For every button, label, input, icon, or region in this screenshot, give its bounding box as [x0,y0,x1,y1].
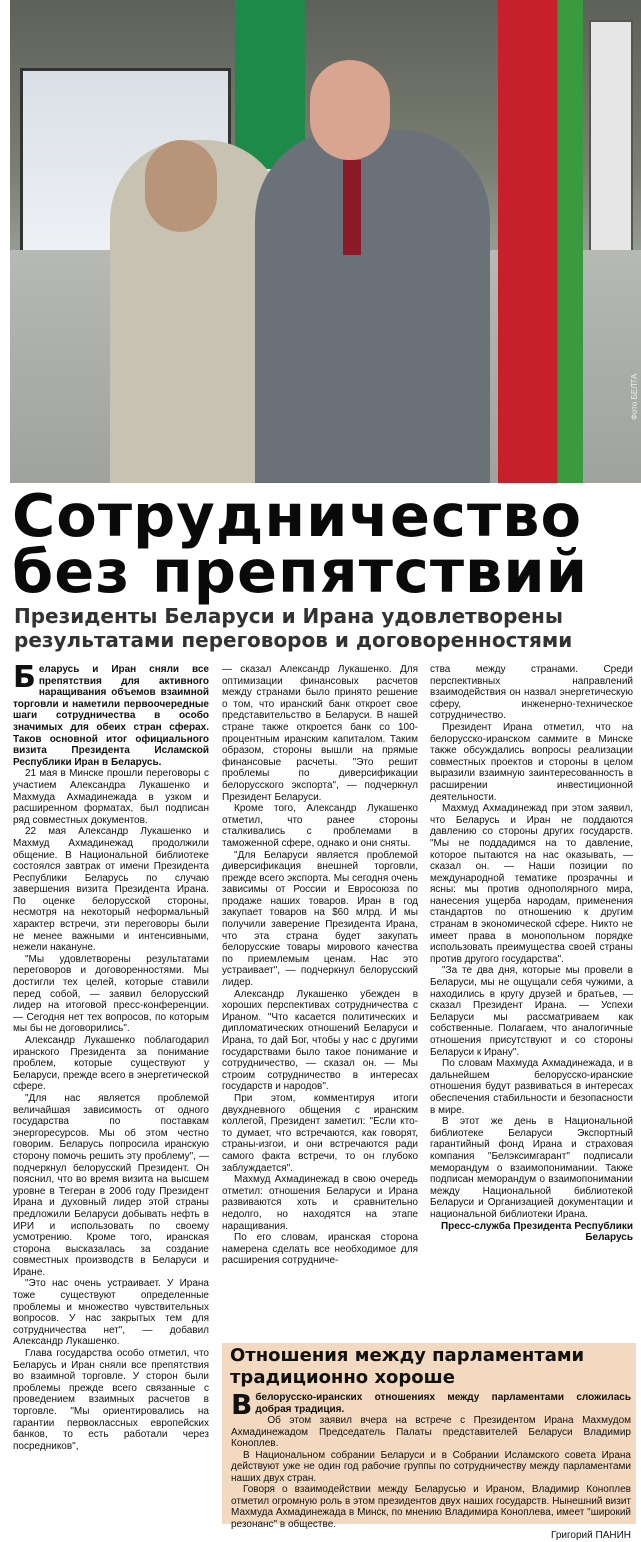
lead-text: еларусь и Иран сняли все препятствия для активного наращивания объемов взаимной торговли и наметили первоочередные шаги сотрудничества в особо значимых для обеих стран сферах. Таков основной итог официального визита Президента Исламской Республики Иран в Беларусь. [13,664,209,768]
paragraph: Александр Лукашенко убежден в хороших перспективах сотрудничества с Ираном. "Что касается политических и дипломатических отношений Беларуси и Ирана, то дай Бог, чтобы у нас с другими государствами было такое понимание и сотрудничество, — сказал он. — Мы строим сотрудничество в интересах государств и народов". [222,988,418,1093]
paragraph: По словам Махмуда Ахмадинежада, и в дальнейшем белорусско-иранские отношения будут развиваться в интересах обеспечения стабильности и безопасности в мире. [430,1058,633,1116]
person-right-head [310,60,390,160]
paragraph: ства между странами. Среди перспективных направлений взаимодействия он назвал энергетическую сферу, инженерно-техническое сотрудничество. [430,664,633,722]
article-column-2 [222,664,418,1267]
news-photo [10,0,641,483]
paragraph: "Для нас является проблемой величайшая зависимость от одного государства по поставкам энергоресурсов. Мы об этом честно говорим. Беларусь попросила иранскую сторону помочь решить эту проблему", — подчеркнул белорусский Президент. Он пояснил, что во время визита на высшем уровне в Тегеран в 2006 году Президент Ирана и духовный лидер этой страны предложили Беларуси добывать нефть в ИРИ и использовать по своему усмотрению. Кроме того, иранская сторона высказалась за создание совместных производств в Беларуси и Иране. [13,1092,209,1278]
sidebar-author: Григорий ПАНИН [551,1530,631,1541]
paragraph: "Для Беларуси является проблемой диверсификация внешней торговли, прежде всего экспорта. Мы сегодня очень зависимы от России и Евросоюза по продаже наших товаров. Иран в год закупает товаров на $60 млрд. И мы получили заверение Президента Ирана, что эта страна будет закупать белорусские товары мирового качества по приемлемым ценам. Нас это устраивает", — подчеркнул белорусский лидер. [222,849,418,989]
sidebar-dropcap: В [231,1388,253,1421]
paragraph: 21 мая в Минске прошли переговоры с участием Александра Лукашенко и Махмуда Ахмадинежада в узком и расширенном форматах, был подписан ряд совместных документов. [13,768,209,826]
article-subheadline: Президенты Беларуси и Ирана удовлетворены результатами переговоров и договоренностями [14,604,573,652]
person-right [255,130,490,483]
article-headline [12,481,637,606]
article-signature: Пресс-служба Президента Республики Беларусь [440,1220,633,1244]
sidebar-paragraph: Об этом заявил вчера на встрече с Президентом Ирана Махмудом Ахмадинежадом Председатель Палаты представителей Беларуси Владимир Коноплев. [231,1415,631,1449]
paragraph: Махмуд Ахмадинежад в свою очередь отметил: отношения Беларуси и Ирана развиваются хоть и сравнительно недолго, но находятся на этапе наращивания. [222,1174,418,1232]
photo-credit: Фото БЕЛТА [630,373,639,420]
paragraph: "Это нас очень устраивает. У Ирана тоже существуют определенные проблемы и множество чувствительных вопросов. У нас закрытых тем для сотрудничества нет", — добавил Александр Лукашенко. [13,1278,209,1348]
paragraph: Махмуд Ахмадинежад при этом заявил, что Беларусь и Иран не поддаются давлению со стороны других государств. "Мы не поддадимся на то давление, которое пытаются на нас оказывать, — сказал он. — Наши позиции по международной тематике прозрачны и ясны: мы против однополярного мира, нанесения ущерба народам, применения стандартов по отношению к другим странам в экономической сфере. Никто не имеет права в монопольном порядке использовать преимущества своей страны против другого государства". [430,803,633,965]
headline-line-1: Сотрудничество [12,481,583,550]
sidebar-box [222,1343,636,1541]
paragraph: "За те два дня, которые мы провели в Беларуси, мы не ощущали себя чужими, а находились в кругу друзей и братьев, — сказал Президент Ирана. — Успехи Беларуси мы рассматриваем как собственные. Полагаем, что аналогичные отношения присутствуют и со стороны Беларуси к Ирану". [430,965,633,1058]
lead-dropcap: Б [13,660,36,695]
paragraph: Президент Ирана отметил, что на белорусско-иранском саммите в Минске также обсуждались вопросы реализации совместных проектов и стороны в целом выразили взаимную заинтересованность в расширении инвестиционной деятельности. [430,721,633,803]
person-left-head [145,140,217,232]
paragraph: В этот же день в Национальной библиотеке Беларуси Экспортный гарантийный фонд Ирана и страховая компания "Белэксимгарант" подписали меморандум о взаимопонимании. Также подписан меморандум о взаимопонимании между Национальной библиотекой Беларуси и Организацией документации и национальной библиотеки Ирана. [430,1116,633,1220]
belarus-flag [498,0,583,483]
background-panel [589,20,633,254]
person-right-tie [343,160,361,255]
paragraph: — сказал Александр Лукашенко. Для оптимизации финансовых расчетов между странами было принято решение о том, что иранский банк откроет свое представительство в Беларуси. В нашей стране также откроется банк со 100-процентным иранским капиталом. Таким образом, стороны вышли на прямые финансовые расчеты. "Это решит проблемы по диверсификации белорусского экспорта", — подчеркнул Президент Беларуси. [222,664,418,803]
paragraph: 22 мая Александр Лукашенко и Махмуд Ахмадинежад продолжили общение. В Национальной библиотеке состоялся завтрак от имени Президента Республики Беларусь по случаю завершения визита Президента Ирана. По оценке белорусской стороны, несмотря на некоторый неформальный характер встречи, эти переговоры были не менее важными и интенсивными, нежели накануне. [13,826,209,954]
paragraph: Кроме того, Александр Лукашенко отметил, что ранее стороны сталкивались с проблемами в таможенной сфере, однако и они сняты. [222,803,418,849]
paragraph: Александр Лукашенко поблагодарил иранского Президента за понимание проблем, которые существуют у Беларуси, прежде всего в энергетической сфере. [13,1035,209,1093]
paragraph: По его словам, иранская сторона намерена сделать все необходимое для расширения сотрудниче- [222,1232,418,1267]
sidebar-paragraph: В Национальном собрании Беларуси и в Собрании Исламского совета Ирана действуют уже не один год рабочие группы по сотрудничеству между парламентами наших двух стран. [231,1449,631,1484]
paragraph: При этом, комментируя итоги двухдневного общения с иранским коллегой, Президент заметил: "Если кто-то думает, что встречаются, как говорят, страны-изгои, и они встречаются ради самого факта встречи, то он глубоко заблуждается". [222,1092,418,1174]
paragraph: Глава государства особо отметил, что Беларусь и Иран сняли все препятствия во взаимной торговле. У сторон были проблемы прежде всего связанные с проведением взаимных расчетов в торговле. "Мы ориентировались на гарантии первоклассных европейских банков, то есть работали через посредников", [13,1348,209,1452]
article-column-3 [430,664,633,1244]
sidebar-paragraph: Говоря о взаимодействии между Беларусью и Ираном, Владимир Коноплев отметил огромную роль в этом президентов двух наших государств. Нынешний визит Махмуда Ахмадинежада в Минск, по мнению Владимира Коноплева, имеет "широкий резонанс" в обществе. [231,1484,631,1530]
headline-line-2: без препятствий [12,537,589,606]
article-column-1 [13,660,209,1452]
article-lead [13,660,209,768]
paragraph: "Мы удовлетворены результатами переговоров и договоренностями. Мы достигли тех целей, которые ставили перед собой, — заявил белорусский лидер на итоговой пресс-конференции. — Сегодня нет тех вопросов, по которым мы бы не договорились". [13,953,209,1035]
sidebar-lead [231,1388,631,1421]
sidebar-lead-text: белорусско-иранских отношениях между парламентами сложилась добрая традиция. [255,1392,631,1415]
sidebar-title: Отношения между парламентами традиционно хороше [230,1345,585,1388]
sidebar-text [231,1388,631,1542]
